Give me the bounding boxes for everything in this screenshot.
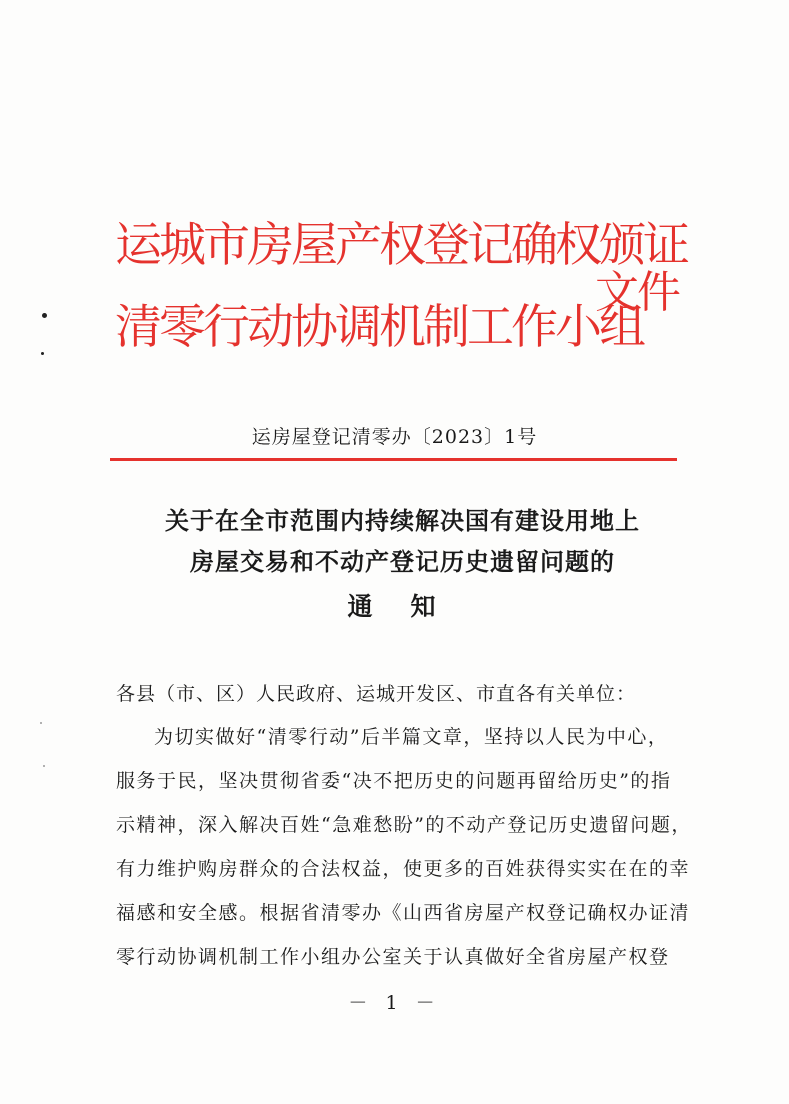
body-line: 示精神，深入解决百姓“急难愁盼”的不动产登记历史遗留问题， bbox=[116, 814, 692, 836]
title-line-3: 通知 bbox=[347, 592, 474, 621]
scan-speck bbox=[43, 765, 45, 767]
document-number: 运房屋登记清零办〔2023〕1号 bbox=[251, 426, 538, 448]
body-paragraph bbox=[116, 723, 692, 987]
scan-speck bbox=[41, 352, 44, 355]
body-line: 有力维护购房群众的合法权益，使更多的百姓获得实实在在的幸 bbox=[116, 858, 691, 880]
body-line: 为切实做好“清零行动”后半篇文章，坚持以人民为中心， bbox=[154, 726, 669, 748]
red-header bbox=[115, 212, 687, 372]
page-number: － 1 － bbox=[348, 992, 441, 1014]
red-divider-line bbox=[110, 458, 677, 461]
body-line: 零行动协调机制工作小组办公室关于认真做好全省房屋产权登 bbox=[116, 946, 670, 968]
title-line-2: 房屋交易和不动产登记历史遗留问题的 bbox=[190, 547, 615, 576]
document-tag: 文件 bbox=[595, 267, 679, 318]
title-line-1: 关于在全市范围内持续解决国有建设用地上 bbox=[165, 506, 640, 535]
body-line: 福感和安全感。根据省清零办《山西省房屋产权登记确权办证清 bbox=[116, 902, 691, 924]
scan-speck bbox=[42, 313, 47, 318]
org-name-line-2: 清零行动协调机制工作小组 bbox=[115, 300, 643, 355]
org-name-line-1: 运城市房屋产权登记确权颁证 bbox=[115, 218, 687, 273]
scan-speck bbox=[40, 722, 42, 724]
salutation: 各县（市、区）人民政府、运城开发区、市直各有关单位： bbox=[116, 683, 637, 705]
body-line: 服务于民，坚决贯彻省委“决不把历史的问题再留给历史”的指 bbox=[116, 770, 672, 792]
